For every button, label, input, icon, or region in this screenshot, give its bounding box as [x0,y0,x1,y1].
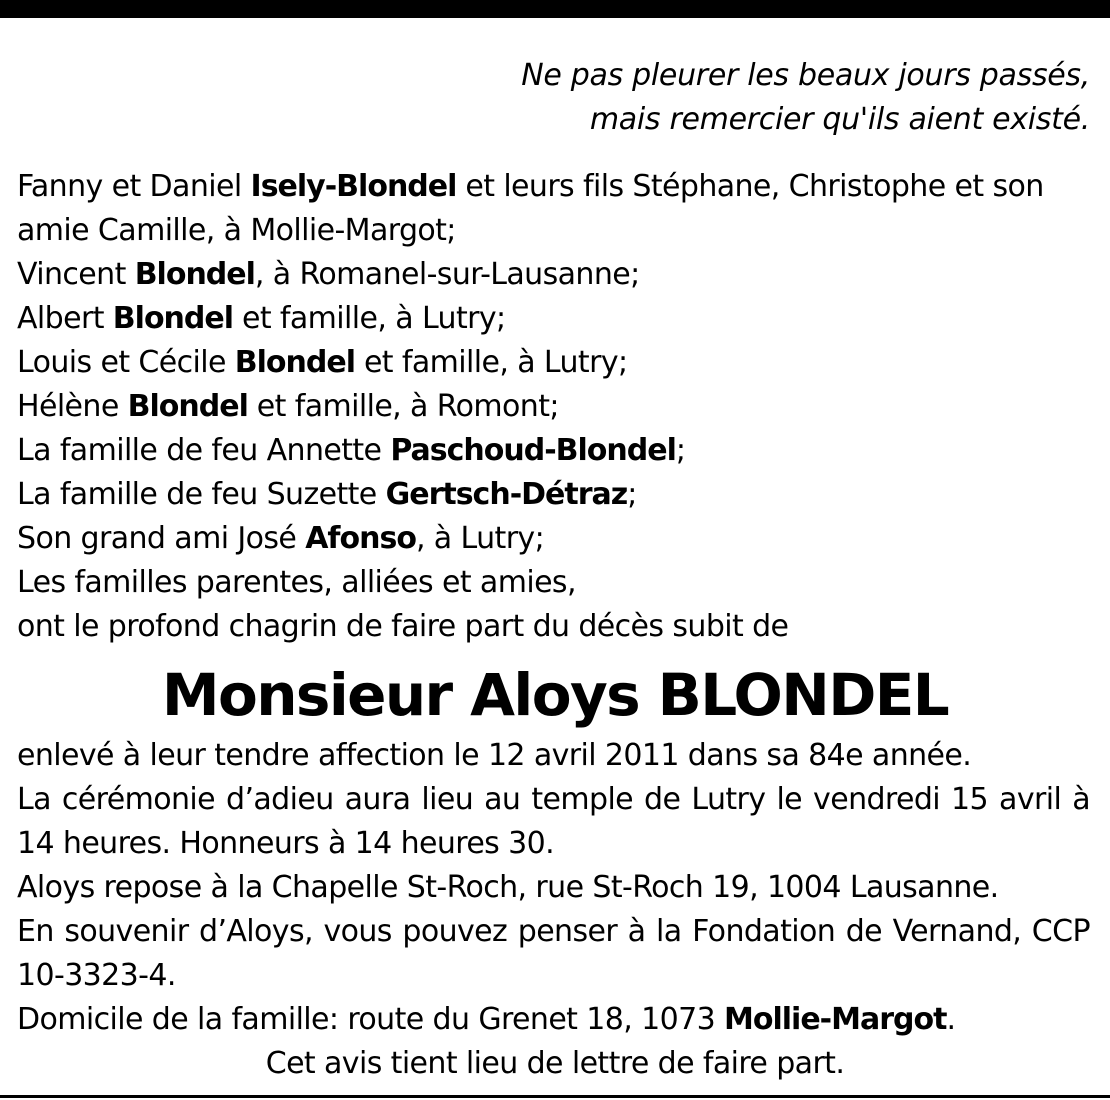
announcement-line: ont le profond chagrin de faire part du décès subit de [17,609,789,644]
ceremony-details [17,734,1090,1042]
mourner-line: Louis et Cécile Blondel et famille, à Lutry; [17,345,628,380]
ceremony-line: La cérémonie d’adieu aura lieu au temple de Lutry le vendredi 15 avril à 14 heures. Honneurs à 14 heures 30. [17,782,1090,861]
mourner-line: Son grand ami José Afonso, à Lutry; [17,521,545,556]
mourner-line: Les familles parentes, alliées et amies, [17,565,576,600]
rest-place-line: Aloys repose à la Chapelle St-Roch, rue St-Roch 19, 1004 Lausanne. [17,870,999,905]
deceased-name: Monsieur Aloys BLONDEL [161,661,949,729]
quote-line-2: mais remercier qu'ils aient existé. [589,102,1090,137]
bottom-border [0,1095,1110,1098]
top-border [0,0,1110,18]
mourner-line: Fanny et Daniel Isely-Blondel et leurs fils Stéphane, Christophe et son amie Camille, à Mollie-Margot; [17,169,1044,248]
mourner-line: La famille de feu Annette Paschoud-Blondel; [17,433,686,468]
quote-line-1: Ne pas pleurer les beaux jours passés, [521,58,1090,93]
mourner-line: La famille de feu Suzette Gertsch-Détraz; [17,477,637,512]
footer-note: Cet avis tient lieu de lettre de faire part. [265,1046,845,1081]
mourner-line: Hélène Blondel et famille, à Romont; [17,389,559,424]
donation-line: En souvenir d’Aloys, vous pouvez penser à la Fondation de Vernand, CCP 10-3323-4. [17,914,1090,993]
family-address-line: Domicile de la famille: route du Grenet 18, 1073 Mollie-Margot. [17,1002,956,1037]
mourner-line: Albert Blondel et famille, à Lutry; [17,301,506,336]
mourners-list [17,165,1090,649]
epigraph-quote [190,54,1090,142]
passing-line: enlevé à leur tendre affection le 12 avril 2011 dans sa 84e année. [17,738,972,773]
mourner-line: Vincent Blondel, à Romanel-sur-Lausanne; [17,257,640,292]
